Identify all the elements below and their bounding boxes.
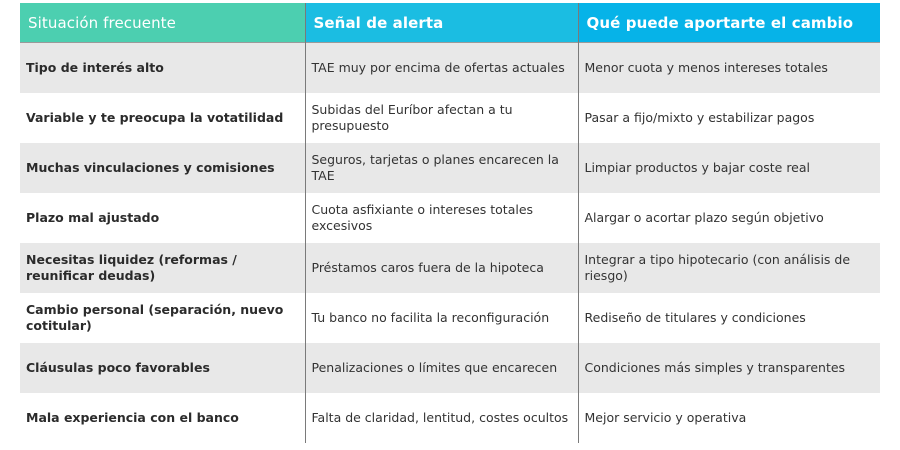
header-signal: Señal de alerta xyxy=(305,3,578,43)
cell-situation: Tipo de interés alto xyxy=(20,43,305,93)
header-row xyxy=(20,3,880,43)
cell-benefit: Menor cuota y menos intereses totales xyxy=(578,43,880,93)
cell-signal: Falta de claridad, lentitud, costes ocultos xyxy=(305,393,578,443)
cell-benefit: Condiciones más simples y transparentes xyxy=(578,343,880,393)
cell-signal: Penalizaciones o límites que encarecen xyxy=(305,343,578,393)
cell-benefit: Integrar a tipo hipotecario (con análisis de riesgo) xyxy=(578,243,880,293)
cell-situation: Necesitas liquidez (reformas / reunificar deudas) xyxy=(20,243,305,293)
table-row xyxy=(20,143,880,193)
cell-signal: TAE muy por encima de ofertas actuales xyxy=(305,43,578,93)
cell-situation: Cambio personal (separación, nuevo cotitular) xyxy=(20,293,305,343)
table-row xyxy=(20,193,880,243)
cell-situation: Plazo mal ajustado xyxy=(20,193,305,243)
cell-benefit: Pasar a fijo/mixto y estabilizar pagos xyxy=(578,93,880,143)
cell-situation: Muchas vinculaciones y comisiones xyxy=(20,143,305,193)
cell-signal: Cuota asfixiante o intereses totales excesivos xyxy=(305,193,578,243)
table-row xyxy=(20,93,880,143)
cell-situation: Cláusulas poco favorables xyxy=(20,343,305,393)
cell-situation: Variable y te preocupa la votatilidad xyxy=(20,93,305,143)
comparison-table-container xyxy=(20,3,880,443)
cell-signal: Subidas del Euríbor afectan a tu presupuesto xyxy=(305,93,578,143)
cell-benefit: Alargar o acortar plazo según objetivo xyxy=(578,193,880,243)
cell-benefit: Limpiar productos y bajar coste real xyxy=(578,143,880,193)
table-row xyxy=(20,43,880,93)
header-benefit: Qué puede aportarte el cambio xyxy=(578,3,880,43)
table-body xyxy=(20,43,880,443)
cell-signal: Seguros, tarjetas o planes encarecen la TAE xyxy=(305,143,578,193)
cell-benefit: Rediseño de titulares y condiciones xyxy=(578,293,880,343)
table-row xyxy=(20,393,880,443)
table-header xyxy=(20,3,880,43)
table-row xyxy=(20,243,880,293)
comparison-table xyxy=(20,3,880,443)
cell-signal: Tu banco no facilita la reconfiguración xyxy=(305,293,578,343)
cell-benefit: Mejor servicio y operativa xyxy=(578,393,880,443)
cell-situation: Mala experiencia con el banco xyxy=(20,393,305,443)
table-row xyxy=(20,343,880,393)
header-situation: Situación frecuente xyxy=(20,3,305,43)
table-row xyxy=(20,293,880,343)
cell-signal: Préstamos caros fuera de la hipoteca xyxy=(305,243,578,293)
